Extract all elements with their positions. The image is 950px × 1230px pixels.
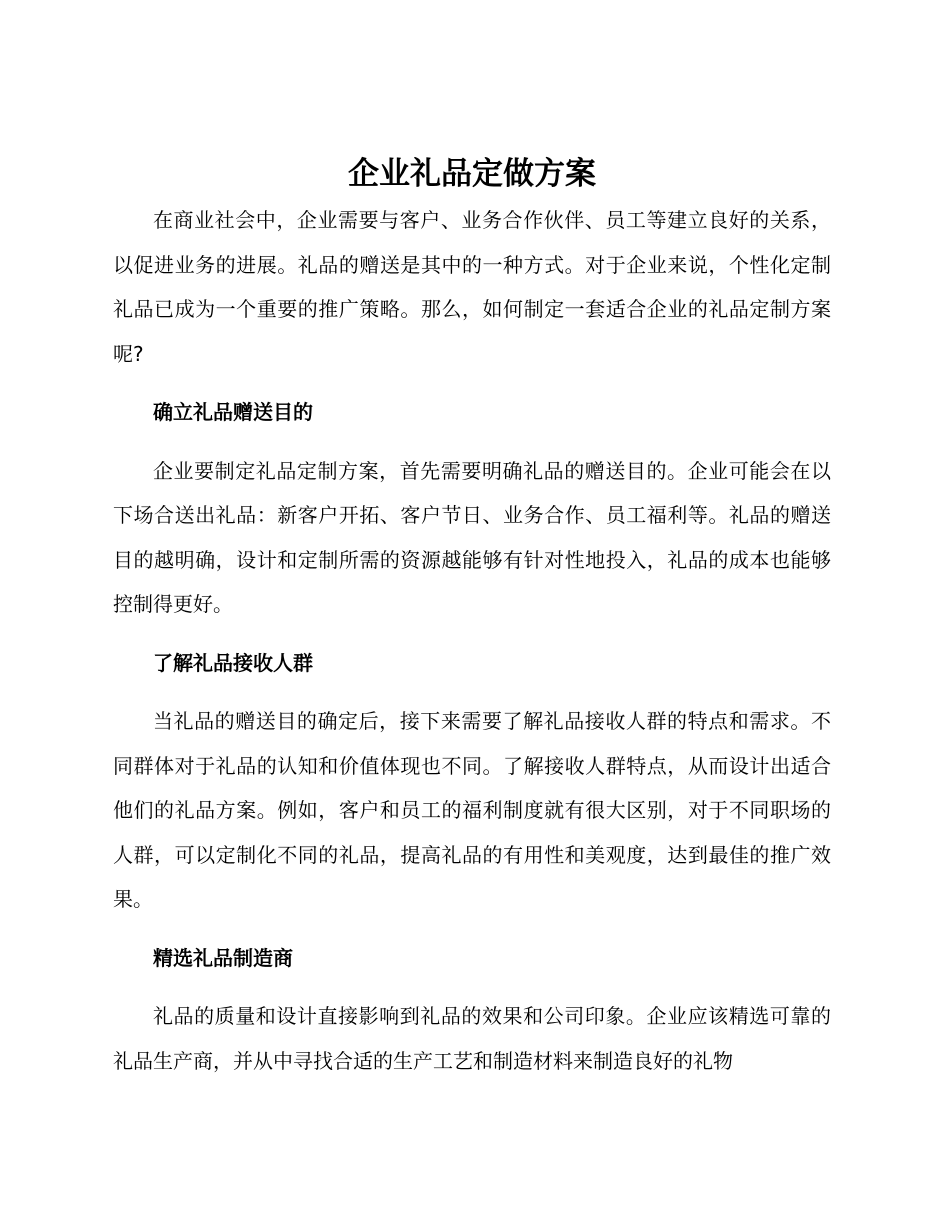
section-heading-purpose: 确立礼品赠送目的 xyxy=(153,400,313,424)
section-body-purpose: 企业要制定礼品定制方案，首先需要明确礼品的赠送目的。企业可能会在以下场合送出礼品：新客户开拓、客户节日、业务合作、员工福利等。礼品的赠送目的越明确，设计和定制所需的资源越能够有针对性地投入，礼品的成本也能够控制得更好。 xyxy=(113,458,831,616)
document-content xyxy=(113,150,831,1083)
section-heading-recipients: 了解礼品接收人群 xyxy=(153,650,313,675)
section-body-recipients: 当礼品的赠送目的确定后，接下来需要了解礼品接收人群的特点和需求。不同群体对于礼品的认知和价值体现也不同。了解接收人群特点，从而设计出适合他们的礼品方案。例如，客户和员工的福利制度就有很大区别，对于不同职场的人群，可以定制化不同的礼品，提高礼品的有用性和美观度，达到最佳的推广效果。 xyxy=(113,709,831,911)
intro-paragraph: 在商业社会中，企业需要与客户、业务合作伙伴、员工等建立良好的关系，以促进业务的进展。礼品的赠送是其中的一种方式。对于企业来说，个性化定制礼品已成为一个重要的推广策略。那么，如何制定一套适合企业的礼品定制方案呢? xyxy=(113,208,831,366)
section-heading-manufacturer: 精选礼品制造商 xyxy=(153,945,293,970)
section-body-manufacturer: 礼品的质量和设计直接影响到礼品的效果和公司印象。企业应该精选可靠的礼品生产商，并从中寻找合适的生产工艺和制造材料来制造良好的礼物 xyxy=(113,1004,831,1073)
document-title: 企业礼品定做方案 xyxy=(348,156,596,192)
